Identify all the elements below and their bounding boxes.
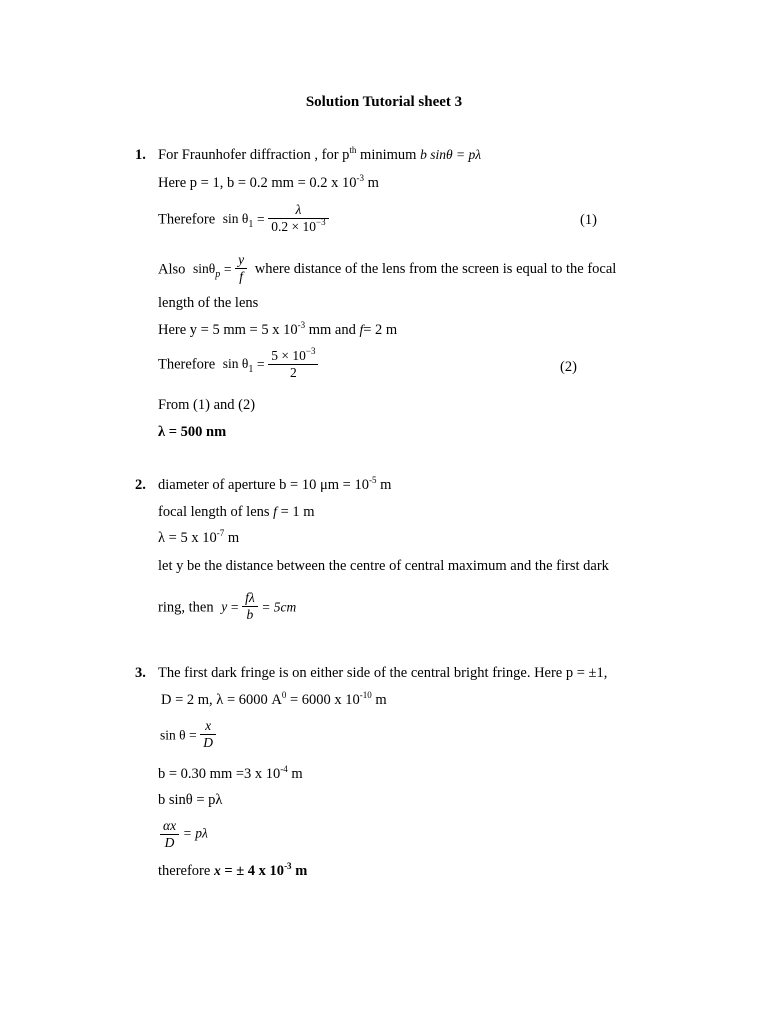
q3-line-2: D = 2 m, λ = 6000 $A^0 = 6000$ x $10^{-10}$ m xyxy=(161,690,387,708)
q3-line-1: The first dark fringe is on either side of the central bright fringe. Here p = ±1, xyxy=(158,665,608,681)
q1-line-4: Also sinθ$_p$ = $\frac{y}{f}$ where distance of the lens from the screen is equal to the focal xyxy=(158,252,617,284)
q2-number: 2. xyxy=(135,477,146,493)
q2-line-2: focal length of lens f = 1 m xyxy=(158,504,315,520)
q3-number: 3. xyxy=(135,665,146,681)
q2-line-1: diameter of aperture b = 10 $\mu m = 10^{-5}$ m xyxy=(158,475,392,493)
q1-line-6: Here y = 5 mm = 5 x $10^{-3}$ mm and f= 2 m xyxy=(158,320,398,338)
q1-number: 1. xyxy=(135,147,146,163)
q1-line-1: For Fraunhofer diffraction , for $p^{th}$ minimum b sinθ = pλ xyxy=(158,145,482,163)
q1-answer: λ = 500 nm xyxy=(158,424,227,440)
q1-eq-tag-1: (1) xyxy=(580,212,597,228)
q1-line-8: From (1) and (2) xyxy=(158,397,256,413)
q1-line-2: Here p = 1, b = 0.2 mm = 0.2 x $10^{-3}$ m xyxy=(158,173,379,191)
q3-line-4: b = 0.30 mm =3 x $10^{-4}$ m xyxy=(158,764,303,782)
q1-line-3: Therefore $\sin \theta_1$ = $\frac{\lambda}{0.2 \times 10^{-3}}$ xyxy=(158,204,329,236)
q2-line-5: ring, then y = $\frac{f\lambda}{b}$ = 5cm xyxy=(158,590,297,622)
q3-line-5: b sinθ = pλ xyxy=(158,792,223,808)
q1-eq-tag-2: (2) xyxy=(560,359,577,375)
page-title: Solution Tutorial sheet 3 xyxy=(305,94,463,110)
q3-line-3: sin θ = $\frac{x}{D}$ xyxy=(160,720,216,752)
q2-line-3: λ = 5 x $10^{-7}$ m xyxy=(158,528,240,546)
q2-line-4: let y be the distance between the centre of central maximum and the first dark xyxy=(158,558,609,574)
q1-line-7: Therefore $\sin \theta_1$ = $\frac{5 \times 10^{-3}}{2}$ xyxy=(158,349,318,381)
q3-line-6: $\frac{\alpha x}{D}$ = pλ xyxy=(160,818,208,850)
q1-line-5: length of the lens xyxy=(158,295,259,311)
q3-answer: therefore x = ± 4 x $10^{-3}$ m xyxy=(158,861,308,879)
